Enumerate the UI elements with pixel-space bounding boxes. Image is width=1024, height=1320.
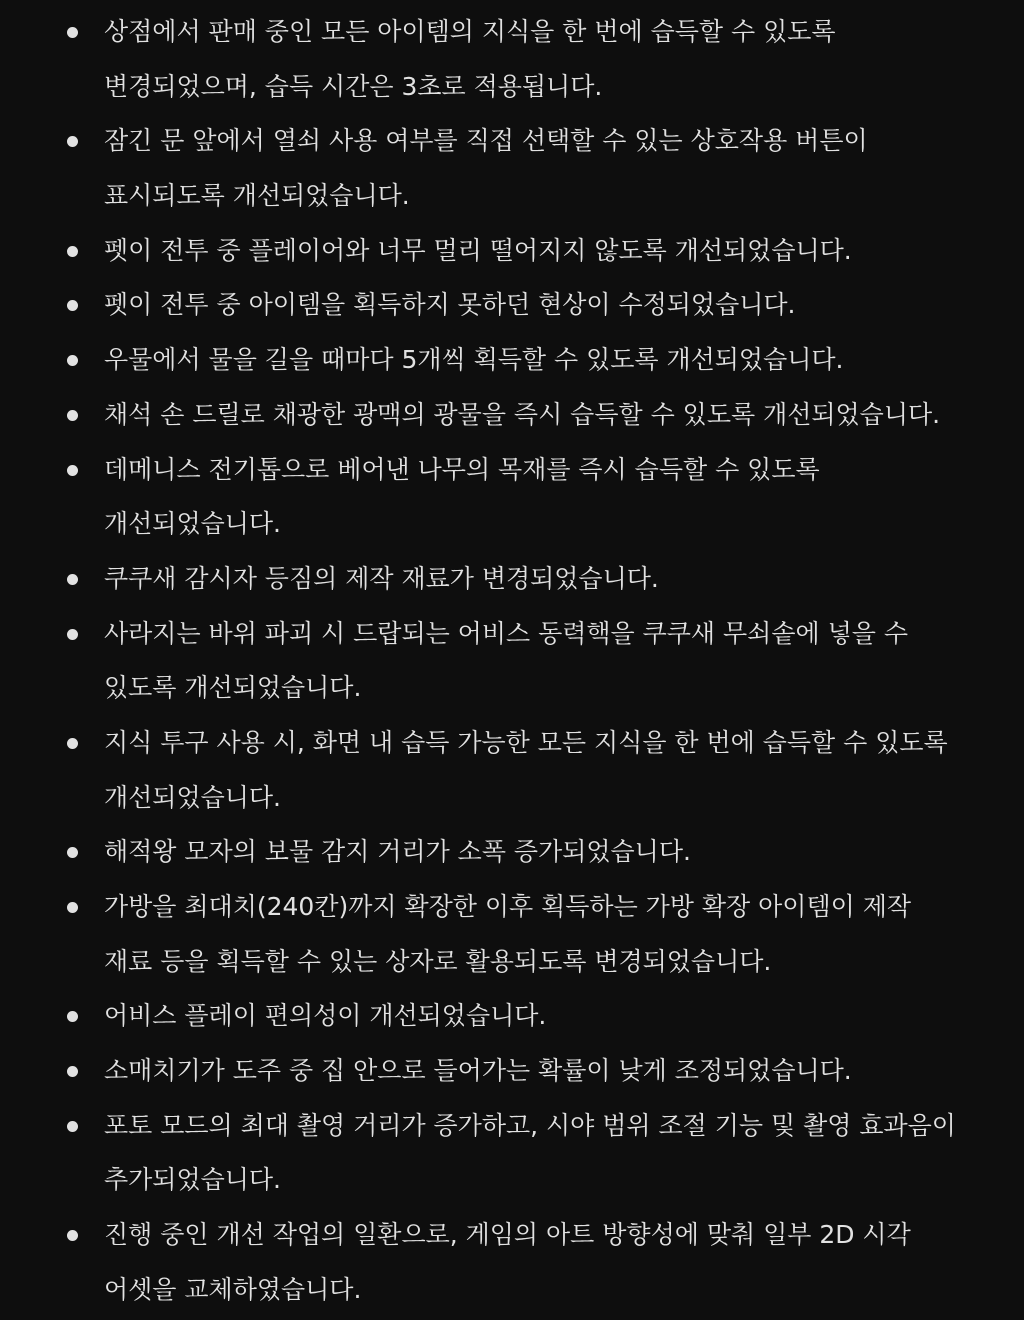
list-item xyxy=(0,114,1024,223)
bullet-icon xyxy=(67,300,78,311)
list-item-text: 가방을 최대치(240칸)까지 확장한 이후 획득하는 가방 확장 아이템이 제작 xyxy=(104,892,912,921)
list-item-text: 어셋을 교체하였습니다. xyxy=(104,1274,362,1304)
list-item xyxy=(0,825,1024,880)
list-item-text: 잠긴 문 앞에서 열쇠 사용 여부를 직접 선택할 수 있는 상호작용 버튼이 xyxy=(104,126,868,156)
list-item-text: 우물에서 물을 길을 때마다 5개씩 획득할 수 있도록 개선되었습니다. xyxy=(104,345,844,375)
list-item-text: 펫이 전투 중 아이템을 획득하지 못하던 현상이 수정되었습니다. xyxy=(104,290,796,320)
bullet-icon xyxy=(67,136,78,147)
bullet-icon xyxy=(67,847,78,858)
list-item-text: 개선되었습니다. xyxy=(104,509,281,539)
list-item-text: 추가되었습니다. xyxy=(104,1165,281,1195)
list-item-text: 펫이 전투 중 플레이어와 너무 멀리 떨어지지 않도록 개선되었습니다. xyxy=(104,235,852,265)
list-item xyxy=(0,5,1024,114)
list-item xyxy=(0,989,1024,1044)
list-item xyxy=(0,1099,1024,1208)
list-item xyxy=(0,1044,1024,1099)
bullet-icon xyxy=(67,1066,78,1077)
list-item-text: 채석 손 드릴로 채광한 광맥의 광물을 즉시 습득할 수 있도록 개선되었습니다. xyxy=(104,399,941,429)
bullet-icon xyxy=(67,27,78,38)
list-item xyxy=(0,607,1024,716)
list-item-text: 재료 등을 획득할 수 있는 상자로 활용되도록 변경되었습니다. xyxy=(104,946,772,976)
bullet-icon xyxy=(67,465,78,476)
list-item-text: 어비스 플레이 편의성이 개선되었습니다. xyxy=(104,1001,547,1031)
list-item-text: 지식 투구 사용 시, 화면 내 습득 가능한 모든 지식을 한 번에 습득할 수 있도록 xyxy=(104,727,948,757)
bullet-icon xyxy=(67,1121,78,1132)
list-item-text: 해적왕 모자의 보물 감지 거리가 소폭 증가되었습니다. xyxy=(104,837,691,867)
list-item xyxy=(0,333,1024,388)
list-item-text: 포토 모드의 최대 촬영 거리가 증가하고, 시야 범위 조절 기능 및 촬영 효과음이 xyxy=(104,1110,956,1140)
list-item xyxy=(0,443,1024,552)
bullet-icon xyxy=(67,574,78,585)
list-item-text: 개선되었습니다. xyxy=(104,782,281,812)
list-item xyxy=(0,716,1024,825)
list-item xyxy=(0,388,1024,443)
list-item xyxy=(0,880,1024,989)
bullet-icon xyxy=(67,1230,78,1241)
list-item-text: 변경되었으며, 습득 시간은 3초로 적용됩니다. xyxy=(104,71,603,101)
bullet-icon xyxy=(67,355,78,366)
list-item-text: 상점에서 판매 중인 모든 아이템의 지식을 한 번에 습득할 수 있도록 xyxy=(104,17,836,46)
list-item-text: 표시되도록 개선되었습니다. xyxy=(104,181,410,211)
bullet-icon xyxy=(67,246,78,257)
bullet-icon xyxy=(67,410,78,421)
bullet-icon xyxy=(67,629,78,640)
list-item xyxy=(0,224,1024,279)
list-item-text: 사라지는 바위 파괴 시 드랍되는 어비스 동력핵을 쿠쿠새 무쇠솥에 넣을 수 xyxy=(104,618,908,648)
list-item-text: 쿠쿠새 감시자 등짐의 제작 재료가 변경되었습니다. xyxy=(104,563,659,593)
list-item xyxy=(0,278,1024,333)
list-item-text: 소매치기가 도주 중 집 안으로 들어가는 확률이 낮게 조정되었습니다. xyxy=(104,1056,852,1086)
bullet-icon xyxy=(67,1011,78,1022)
bullet-icon xyxy=(67,738,78,749)
list-item-text: 진행 중인 개선 작업의 일환으로, 게임의 아트 방향성에 맞춰 일부 2D 시각 xyxy=(104,1220,911,1250)
list-item-text: 있도록 개선되었습니다. xyxy=(104,673,362,703)
list-item-text: 데메니스 전기톱으로 베어낸 나무의 목재를 즉시 습득할 수 있도록 xyxy=(104,454,820,484)
list-item xyxy=(0,552,1024,607)
list-item xyxy=(0,1208,1024,1317)
bullet-icon xyxy=(67,902,78,913)
